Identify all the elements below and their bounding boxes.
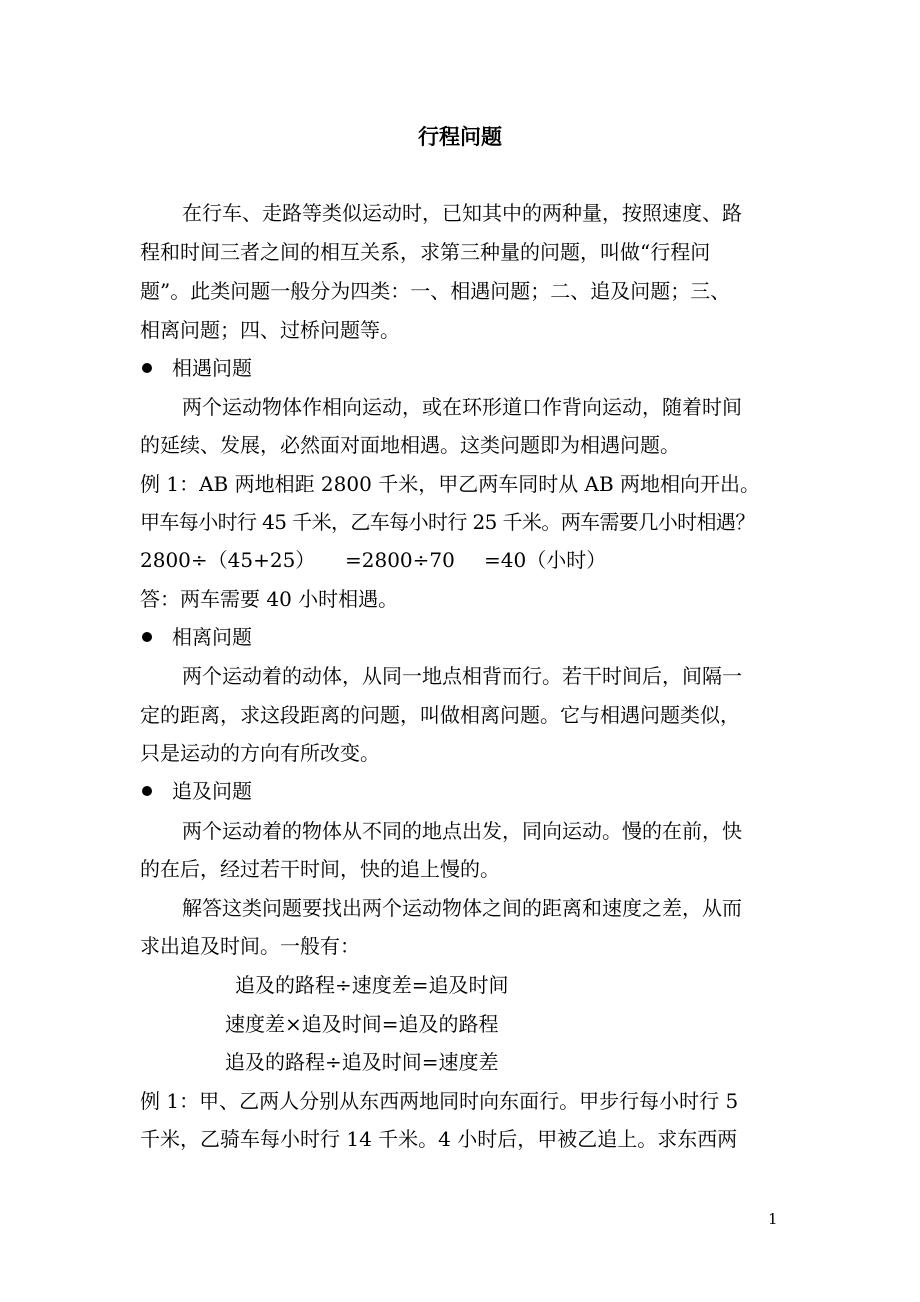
chase-desc-line: 的在后，经过若干时间，快的追上慢的。	[140, 857, 500, 881]
chase-method-line: 解答这类问题要找出两个运动物体之间的距离和速度之差，从而	[182, 896, 742, 920]
separation-desc-line: 两个运动着的动体，从同一地点相背而行。若干时间后，间隔一	[182, 664, 742, 688]
chase-example-line: 千米，乙骑车每小时行 14 千米。4 小时后，甲被乙追上。求东西两	[140, 1127, 738, 1151]
bullet-icon	[142, 632, 152, 642]
separation-desc-line: 定的距离，求这段距离的问题，叫做相离问题。它与相遇问题类似，	[140, 703, 740, 727]
section-heading-meeting: 相遇问题	[172, 356, 252, 380]
meeting-calc-step: =2800÷70	[345, 548, 455, 572]
meeting-desc-line: 的延续、发展，必然面对面地相遇。这类问题即为相遇问题。	[140, 433, 680, 457]
page-title: 行程问题	[418, 124, 502, 149]
bullet-icon	[142, 363, 152, 373]
chase-formula: 速度差×追及时间=追及的路程	[225, 1012, 499, 1036]
meeting-desc-line: 两个运动物体作相向运动，或在环形道口作背向运动，随着时间	[182, 395, 742, 419]
section-heading-separation: 相离问题	[172, 625, 252, 649]
page-number: 1	[768, 1210, 778, 1228]
meeting-example-line: 甲车每小时行 45 千米，乙车每小时行 25 千米。两车需要几小时相遇？	[140, 510, 755, 534]
intro-line: 在行车、走路等类似运动时，已知其中的两种量，按照速度、路	[182, 201, 742, 225]
separation-desc-line: 只是运动的方向有所改变。	[140, 741, 380, 765]
meeting-calc-step: =40（小时）	[484, 548, 607, 572]
meeting-calc-step: 2800÷（45+25）	[140, 548, 316, 572]
chase-formula: 追及的路程÷速度差=追及时间	[235, 973, 509, 997]
chase-method-line: 求出追及时间。一般有：	[140, 934, 360, 958]
chase-formula: 追及的路程÷追及时间=速度差	[225, 1050, 499, 1074]
intro-line: 程和时间三者之间的相互关系，求第三种量的问题，叫做“行程问	[140, 240, 711, 264]
intro-line: 题”。此类问题一般分为四类：一、相遇问题；二、追及问题；三、	[140, 279, 731, 303]
intro-line: 相离问题；四、过桥问题等。	[140, 318, 400, 342]
chase-example-line: 例 1：甲、乙两人分别从东西两地同时向东面行。甲步行每小时行 5	[140, 1089, 739, 1113]
meeting-example-line: 例 1：AB 两地相距 2800 千米，甲乙两车同时从 AB 两地相向开出。	[140, 472, 761, 496]
chase-desc-line: 两个运动着的物体从不同的地点出发，同向运动。慢的在前，快	[182, 819, 742, 843]
section-heading-chase: 追及问题	[172, 779, 252, 803]
bullet-icon	[142, 786, 152, 796]
meeting-answer: 答：两车需要 40 小时相遇。	[140, 587, 399, 611]
